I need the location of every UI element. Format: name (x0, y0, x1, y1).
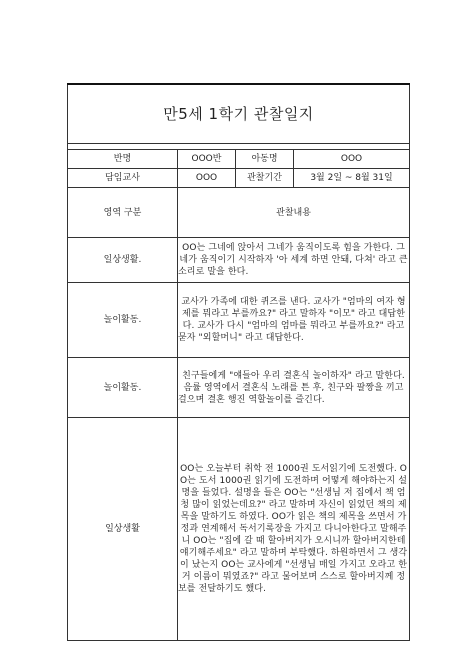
entry-area: 놀이활동. (68, 283, 178, 358)
teacher-value: OOO (178, 169, 236, 188)
class-label: 반명 (68, 150, 178, 169)
child-name-label: 아동명 (236, 150, 294, 169)
teacher-label: 담임교사 (68, 169, 178, 188)
area-header: 영역 구분 (68, 188, 178, 238)
entry-row (68, 358, 410, 418)
observation-journal-table (67, 83, 410, 641)
entry-area: 놀이활동. (68, 358, 178, 418)
page-title: 만5세 1학기 관찰일지 (68, 84, 410, 144)
entry-area: 일상생활 (68, 418, 178, 641)
content-header: 관찰내용 (178, 188, 410, 238)
entry-text: 교사가 가족에 대한 퀴즈를 낸다. 교사가 "엄마의 여자 형제를 뭐라고 부를까요?" 라고 말하자 "이모" 라고 대답한다. 교사가 다시 "엄마의 엄마를 뭐라고 부를까요?" 라고 묻자 "외할머니" 라고 대답한다. (178, 283, 410, 358)
period-value: 3월 2일 ~ 8월 31일 (294, 169, 410, 188)
period-label: 관찰기간 (236, 169, 294, 188)
entry-text: OO는 그네에 앉아서 그네가 움직이도록 힘을 가한다. 그네가 움직이기 시작하자 '아 세계 하면 안돼, 다쳐' 라고 큰소리로 말을 한다. (178, 238, 410, 283)
entry-row (68, 418, 410, 641)
entry-text: OO는 오늘부터 취학 전 1000권 도서읽기에 도전했다. OO는 도서 1000권 읽기에 도전하며 어떻게 해야하는지 설명을 들었다. 설명을 들은 OO는 "선생님 저 집에서 책 엄청 많이 읽었는데요?" 라고 말하며 자신이 읽었던 책의 제목을 말하기도 하였다. OO가 읽은 책의 제목을 쓰면서 가정과 연계해서 독서기록장을 가지고 다니아한다고 말해주니 OO는 "집에 갈 때 할아버지가 오시니까 할아버지한테 얘기해주세요" 라고 말하며 부탁했다. 하원하면서 그 생각이 났는지 OO는 교사에게 "선생님 매일 가지고 오라고 한거 이름이 뭐였죠?" 라고 물어보며 스스로 할아버지께 정보를 전달하기도 했다. (178, 418, 410, 641)
child-name-value: OOO (294, 150, 410, 169)
entry-row (68, 238, 410, 283)
entry-text: 친구들에게 "얘들아 우리 결혼식 놀이하자" 라고 말한다. 음률 영역에서 결혼식 노래를 튼 후, 친구와 팔짱을 끼고 걸으며 결혼 행진 역할놀이를 즐긴다. (178, 358, 410, 418)
entry-area: 일상생활. (68, 238, 178, 283)
entry-row (68, 283, 410, 358)
class-value: OOO반 (178, 150, 236, 169)
